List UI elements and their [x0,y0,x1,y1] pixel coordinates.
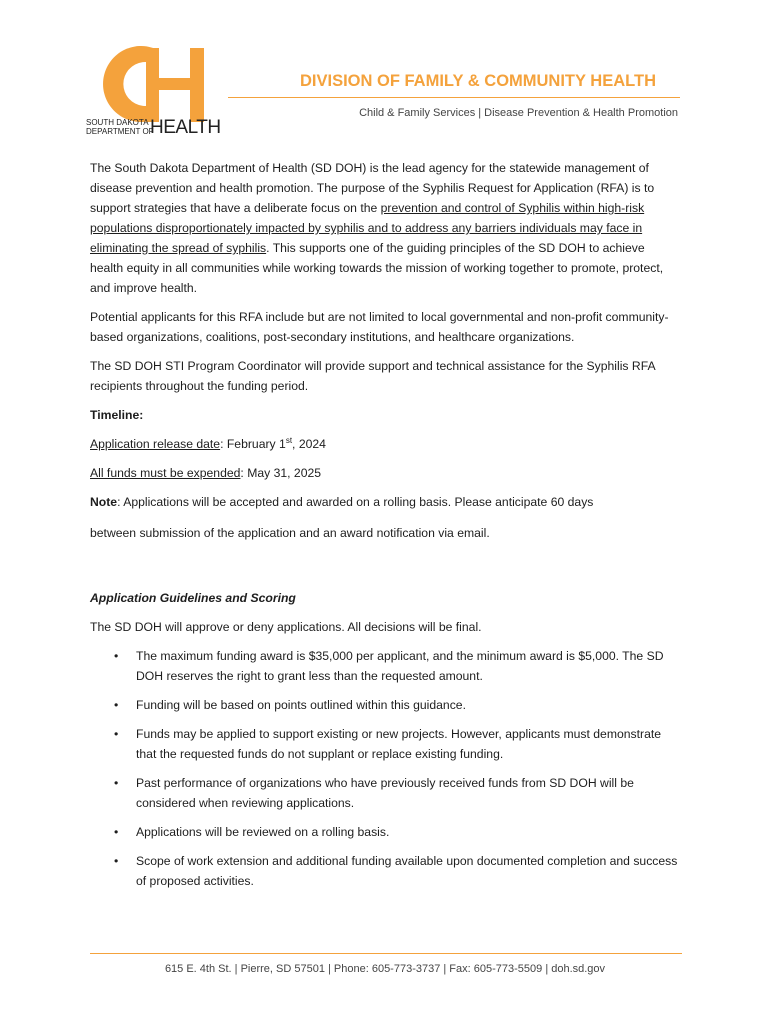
list-item: • The maximum funding award is $35,000 per applicant, and the minimum award is $5,000. The SD DOH reserves the right to grant less than the requested amount. [114,649,664,683]
timeline-expend: All funds must be expended: May 31, 2025 [90,466,322,480]
header-divider [228,97,680,98]
intro-paragraph-3: The SD DOH STI Program Coordinator will provide support and technical assistance for the Syphilis RFA recipients throughout the funding period. [90,359,655,393]
list-item: • Scope of work extension and additional funding available upon documented completion and success of proposed activities. [114,854,678,888]
logo-health-word: HEALTH [150,117,221,138]
list-item: • Past performance of organizations who have previously received funds from SD DOH will be considered when reviewing applications. [114,776,634,810]
guidelines-intro: The SD DOH will approve or deny applications. All decisions will be final. [90,620,482,634]
list-item: • Funds may be applied to support existing or new projects. However, applicants must demonstrate that the requested funds do not supplant or replace existing funding. [114,727,662,761]
timeline-release: Application release date: February 1st, 2024 [90,435,326,451]
document-body [90,158,680,900]
footer-divider [90,953,682,954]
division-title: DIVISION OF FAMILY & COMMUNITY HEALTH [300,72,656,90]
timeline-note: Note: Applications will be accepted and awarded on a rolling basis. Please anticipate 60 days [90,495,594,509]
footer-contact: 615 E. 4th St. | Pierre, SD 57501 | Phone: 605-773-3737 | Fax: 605-773-5509 | doh.sd.gov [164,963,606,975]
timeline-heading: Timeline: [90,408,144,422]
timeline-note-continued: between submission of the application and an award notification via email. [90,526,490,540]
list-item: • Funding will be based on points outlined within this guidance. [114,698,466,712]
intro-paragraph-2: Potential applicants for this RFA include but are not limited to local governmental and non-profit community-based organizations, coalitions, post-secondary institutions, and healthcare organizations. [90,310,669,344]
header-subtitle: Child & Family Services | Disease Prevention & Health Promotion [359,107,678,119]
list-item: • Applications will be reviewed on a rolling basis. [114,825,390,839]
guidelines-list [90,646,680,891]
guidelines-heading: Application Guidelines and Scoring [90,591,296,605]
intro-underlined-focus: prevention and control of Syphilis within high-risk populations disproportionately impacted by syphilis and to address any barriers individuals may face in eliminating the spread of syphilis [90,201,645,255]
intro-paragraph-1: The South Dakota Department of Health (SD DOH) is the lead agency for the statewide management of disease prevention and health promotion. The purpose of the Syphilis Request for Application (RFA) is to support strategies that have a deliberate focus on the prevention and control of Syphilis within high-risk populations disproportionately impacted by syphilis and to address any barriers individuals may face in eliminating the spread of syphilis. This supports one of the guiding principles of the SD DOH to achieve health equity in all communities while working towards the mission of working together to promote, protect, and improve health. [90,161,664,295]
logo-text: SOUTH DAKOTA DEPARTMENT OF [86,118,154,136]
